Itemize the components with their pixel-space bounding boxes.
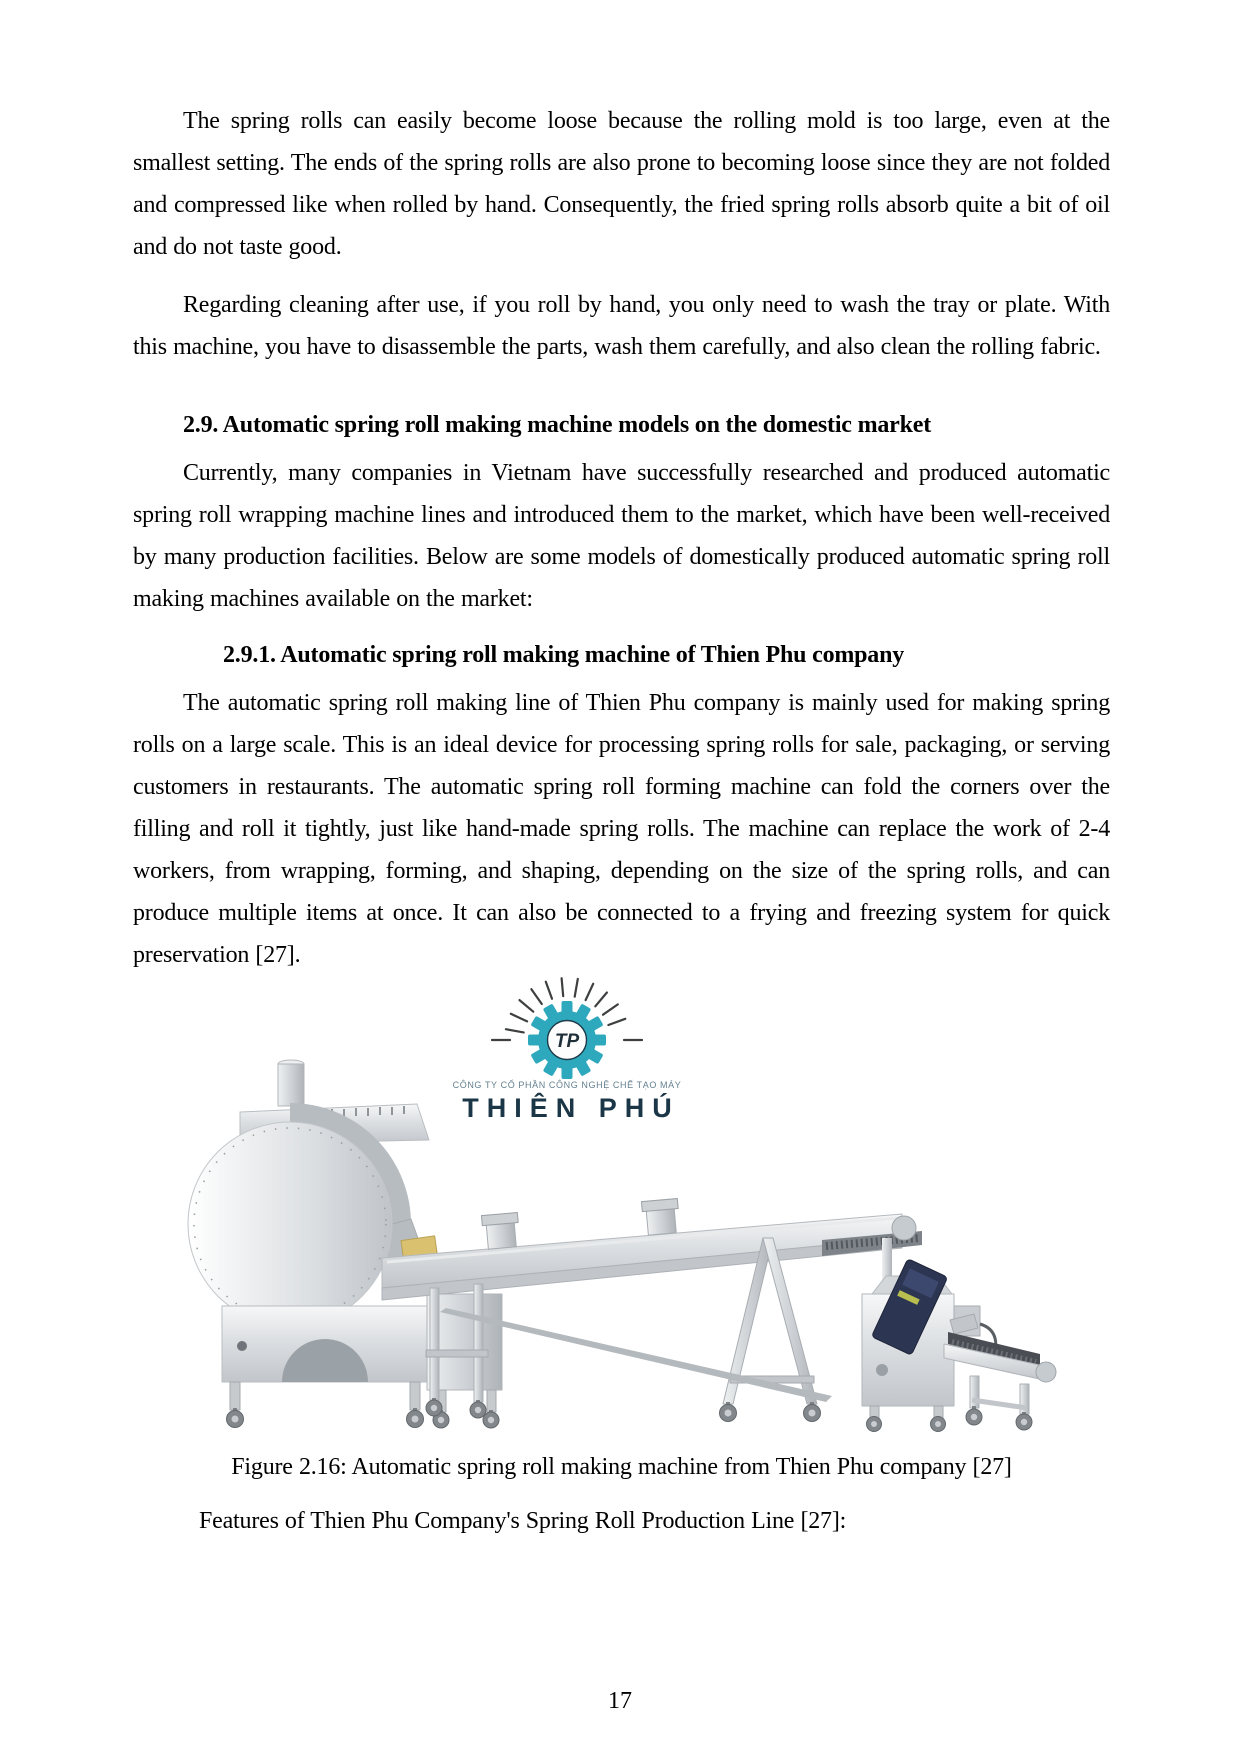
thien-phu-logo [452, 978, 681, 1123]
logo-brand-text: THIÊN PHÚ [461, 1093, 680, 1123]
page-number: 17 [608, 1688, 632, 1714]
conveyor-carriage [481, 1213, 520, 1250]
figure-caption: Figure 2.16: Automatic spring roll making machine from Thien Phu company [27] [231, 1454, 1012, 1480]
caster-wheel [803, 1402, 820, 1422]
caster-wheel [866, 1417, 881, 1432]
gear-monogram: TP [554, 1031, 579, 1052]
caster-wheel [930, 1417, 945, 1432]
conveyor-carriage [641, 1199, 680, 1236]
paragraph: Regarding cleaning after use, if you roll by hand, you only need to wash the tray or plate. With this machine, you have to disassemble the parts, wash them carefully, and also clean the rolling fabric. [133, 292, 1110, 360]
paragraph: The automatic spring roll making line of Thien Phu company is mainly used for making spring rolls on a large scale. This is an ideal device for processing spring rolls for sale, packaging, or serving customers in restaurants. The automatic spring roll forming machine can fold the corners over the filling and roll it tightly, just like hand-made spring rolls. The machine can replace the work of 2-4 workers, from wrapping, forming, and shaping, depending on the size of the spring rolls, and can produce multiple items at once. It can also be connected to a frying and freezing system for quick preservation [27]. [133, 690, 1110, 968]
caster-wheel [470, 1400, 486, 1418]
section-heading-2-9-1: 2.9.1. Automatic spring roll making machine of Thien Phu company [223, 642, 905, 668]
figure-image [182, 976, 1062, 1432]
drum-sheet-unit [188, 1060, 502, 1412]
caster-wheel [966, 1406, 982, 1425]
caster-wheel [406, 1408, 423, 1428]
paragraph: Currently, many companies in Vietnam have successfully researched and produced automatic spring roll wrapping machine lines and introduced them to the market, which have been well-received by many production facilities. Below are some models of domestically produced automatic spring roll making machines available on the market: [133, 460, 1110, 612]
logo-company-line: CÔNG TY CỔ PHẦN CÔNG NGHỆ CHẾ TẠO MÁY [452, 1080, 681, 1090]
section-heading-2-9: 2.9. Automatic spring roll making machine models on the domestic market [183, 412, 931, 438]
features-intro: Features of Thien Phu Company's Spring Roll Production Line [27]: [199, 1508, 847, 1534]
caster-wheel [1016, 1412, 1032, 1430]
paragraph: The spring rolls can easily become loose because the rolling mold is too large, even at the smallest setting. The ends of the spring rolls are also prone to becoming loose since they are not folded and compressed like when rolled by hand. Consequently, the fried spring rolls absorb quite a bit of oil and do not taste good. [133, 108, 1110, 260]
caster-wheel [719, 1402, 736, 1422]
caster-wheel [226, 1408, 243, 1428]
machine-photo-illustration [182, 976, 1062, 1432]
outfeed-conveyor [944, 1314, 1056, 1414]
gear-icon [528, 1001, 606, 1079]
